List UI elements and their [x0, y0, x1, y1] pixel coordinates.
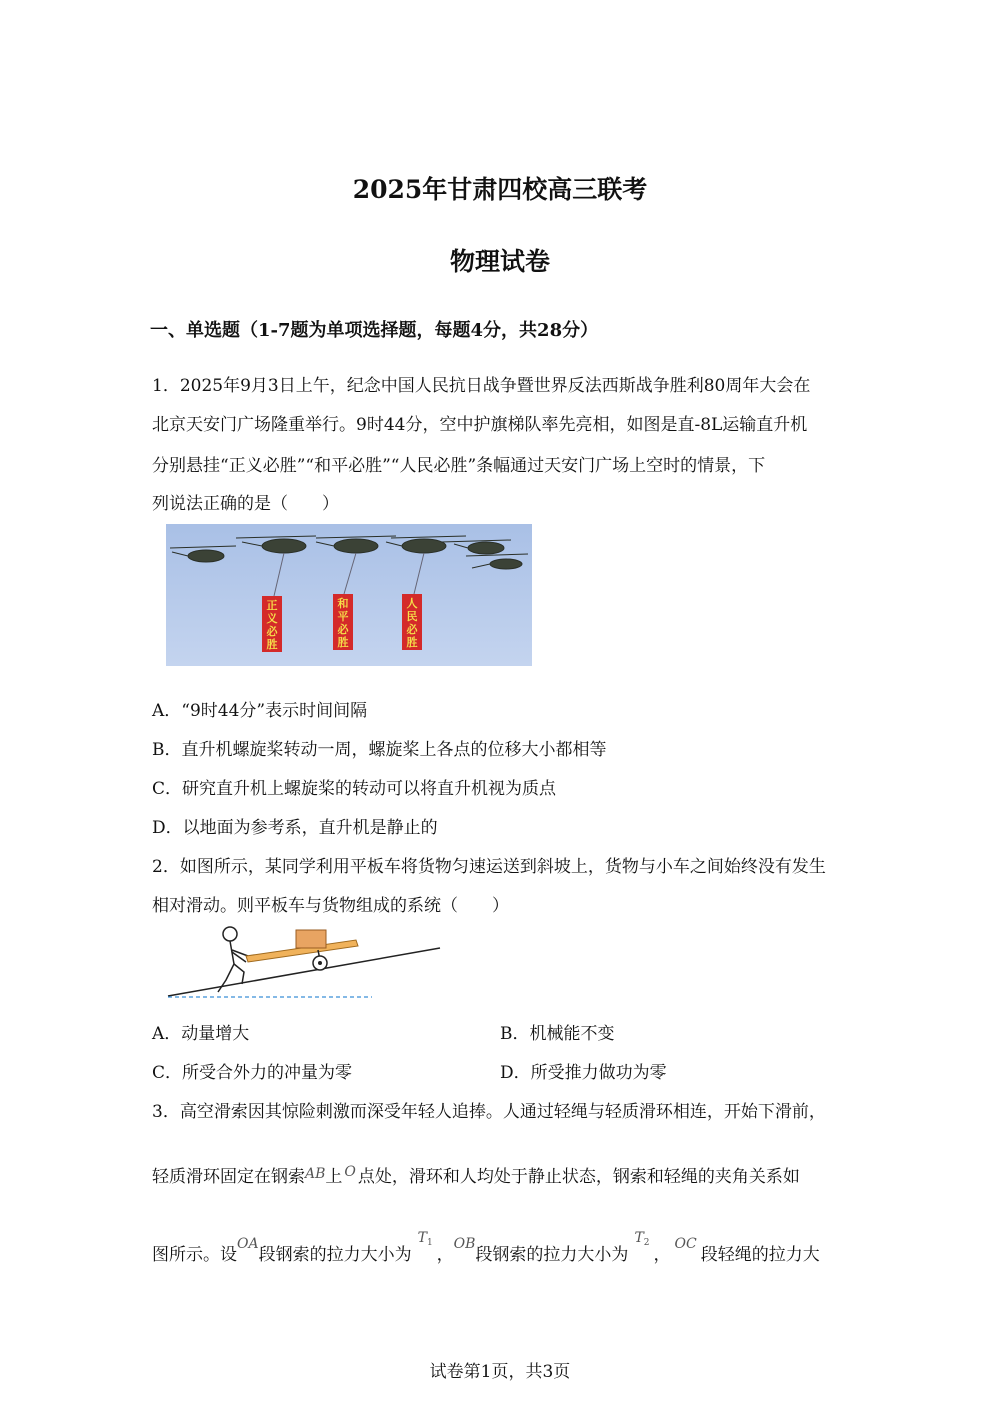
question-1-line: 1．2025年9月3日上午，纪念中国人民抗日战争暨世界反法西斯战争胜利80周年大会在	[152, 376, 811, 396]
exam-title: 2025年甘肃四校高三联考	[352, 175, 648, 204]
exam-subtitle: 物理试卷	[449, 247, 550, 276]
math-oc: OC	[674, 1236, 697, 1252]
banner-2-char: 和	[337, 597, 349, 610]
banner-1-char: 义	[266, 612, 278, 625]
math-o: O	[344, 1164, 356, 1180]
question-3-line: 3．高空滑索因其惊险刺激而深受年轻人追捧。人通过轻绳与轻质滑环相连，开始下滑前，	[152, 1102, 826, 1122]
banner-1-char: 胜	[266, 638, 278, 651]
banner-2-char: 平	[337, 610, 349, 623]
banner-2-char: 必	[337, 623, 349, 636]
option-a: A．“9时44分”表示时间间隔	[152, 701, 368, 721]
section-heading: 一、单选题（1-7题为单项选择题，每题4分，共28分）	[150, 320, 599, 341]
banner-3-char: 民	[406, 610, 418, 623]
math-ab: AB	[305, 1166, 326, 1182]
question-2-line: 相对滑动。则平板车与货物组成的系统（ ）	[152, 896, 509, 916]
option-a: A．动量增大	[152, 1024, 250, 1044]
math-t2: T2	[634, 1230, 650, 1248]
question-2-line: 2．如图所示，某同学利用平板车将货物匀速运送到斜坡上，货物与小车之间始终没有发生	[152, 857, 826, 877]
math-oa: OA	[237, 1236, 259, 1252]
cart-slope-diagram	[160, 920, 450, 1004]
banner-1-char: 必	[266, 625, 278, 638]
cargo-box	[296, 930, 326, 948]
option-d: D．以地面为参考系，直升机是静止的	[152, 818, 438, 838]
option-c: C．所受合外力的冲量为零	[152, 1063, 353, 1083]
question-1-line: 列说法正确的是（ ）	[152, 494, 339, 514]
banner-1-char: 正	[266, 599, 278, 612]
helicopter-illustration	[166, 524, 532, 666]
page-footer: 试卷第1页，共3页	[429, 1362, 571, 1382]
option-b: B．机械能不变	[500, 1024, 615, 1044]
banner-2-char: 胜	[337, 636, 349, 649]
banner-3-char: 必	[406, 623, 418, 636]
math-ob: OB	[453, 1236, 476, 1252]
option-c: C．研究直升机上螺旋桨的转动可以将直升机视为质点	[152, 779, 557, 799]
banner-3-char: 胜	[406, 636, 418, 649]
question-3-line: 图所示。设$^{OA}$段钢索的拉力大小为$^{T_1}$，$^{OB}$段钢索的拉力大小为$^{T_2}$，$^{OC}$段轻绳的拉力大	[152, 1230, 820, 1265]
option-d: D．所受推力做功为零	[500, 1063, 667, 1083]
banner-3-char: 人	[406, 597, 418, 610]
math-t1: T1	[417, 1230, 433, 1248]
question-3-line: 轻质滑环固定在钢索$^{AB}$上 $^O$ 点处，滑环和人均处于静止状态，钢索和轻绳的夹角关系如	[152, 1164, 800, 1187]
helicopter-photo	[166, 524, 532, 666]
question-1-line: 北京天安门广场隆重举行。9时44分，空中护旗梯队率先亮相，如图是直-8L运输直升机	[152, 415, 808, 435]
question-1-line: 分别悬挂“正义必胜”“和平必胜”“人民必胜”条幅通过天安门广场上空时的情景，下	[152, 456, 766, 476]
option-b: B．直升机螺旋桨转动一周，螺旋桨上各点的位移大小都相等	[152, 740, 607, 760]
